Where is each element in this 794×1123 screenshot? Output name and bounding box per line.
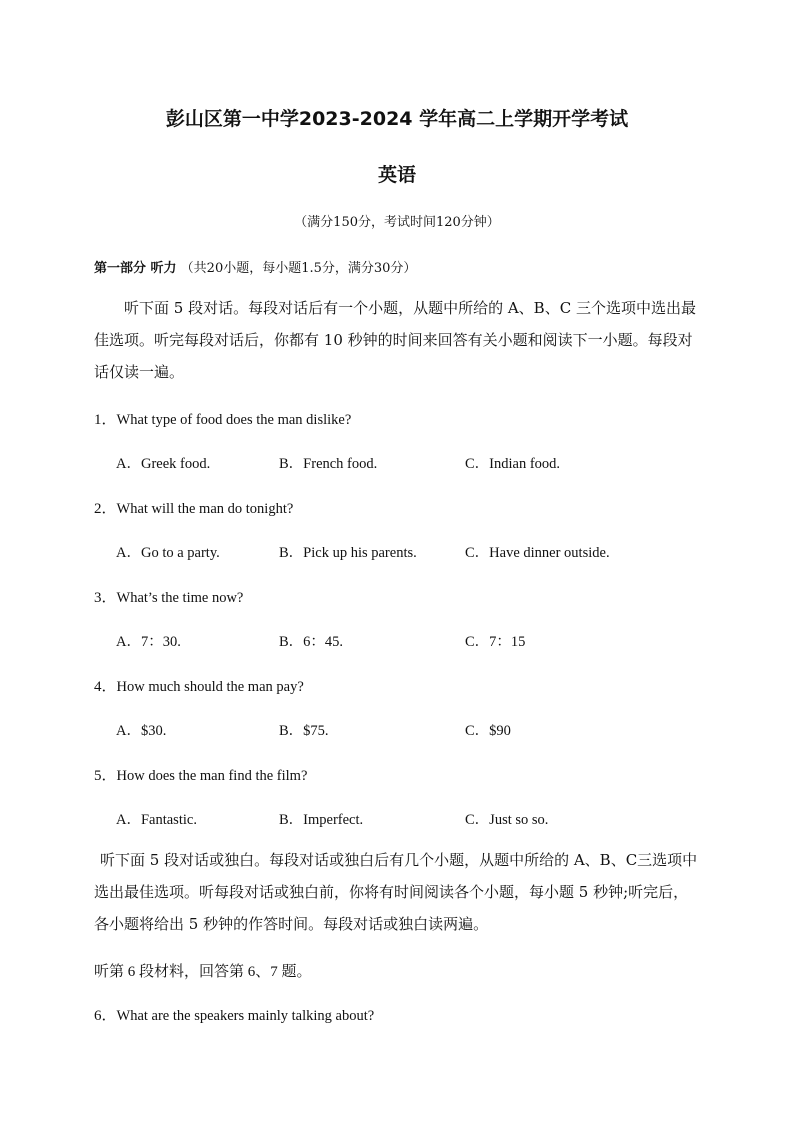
part-one-header	[94, 257, 416, 276]
q5-option-b: B．Imperfect.	[279, 812, 364, 828]
part-one-label: 第一部分 听力	[94, 261, 177, 276]
q1-option-b: B．French food.	[279, 456, 378, 472]
question-text: What will the man do tonight?	[116, 501, 294, 517]
q1-option-c: C．Indian food.	[465, 456, 561, 472]
q5-option-a: A．Fantastic.	[116, 812, 197, 828]
question-number: 1．	[94, 412, 117, 428]
question-text: What’s the time now?	[116, 590, 244, 606]
question-2	[94, 497, 293, 518]
question-number: 2．	[94, 501, 117, 517]
q4-option-b: B．$75.	[279, 723, 329, 739]
question-number: 3．	[94, 590, 117, 606]
question-text: What are the speakers mainly talking about?	[116, 1008, 375, 1024]
q4-option-a: A．$30.	[116, 723, 167, 739]
part-one-note: （共20小题，每小题1.5分，满分30分）	[180, 261, 417, 276]
question-4	[94, 675, 304, 696]
q2-option-b: B．Pick up his parents.	[279, 545, 417, 561]
section-one-instructions: 听下面 5 段对话。每段对话后有一个小题，从题中所给的 A、B、C 三个选项中选出最佳选项。听完每段对话后，你都有 10 秒钟的时间来回答有关小题和阅读下一小题。每段对话仅读一遍。	[94, 299, 696, 381]
material-6-note: 听第 6 段材料，回答第 6、7 题。	[94, 964, 312, 980]
question-1	[94, 408, 351, 429]
q2-option-c: C．Have dinner outside.	[465, 545, 610, 561]
question-text: How much should the man pay?	[116, 679, 304, 695]
q3-option-c: C．7：15	[465, 634, 526, 650]
q2-option-a: A．Go to a party.	[116, 545, 220, 561]
exam-title: 彭山区第一中学2023-2024 学年高二上学期开学考试	[165, 108, 629, 130]
question-number: 6．	[94, 1008, 117, 1024]
section-two-instructions: 听下面 5 段对话或独白。每段对话或独白后有几个小题，从题中所给的 A、B、C三选项中选出最佳选项。听每段对话或独白前，你将有时间阅读各个小题，每小题 5 秒钟;听完后，各小题将给出 5 秒钟的作答时间。每段对话或独白读两遍。	[94, 851, 698, 933]
q4-option-c: C．$90	[465, 723, 511, 739]
question-text: How does the man find the film?	[116, 768, 308, 784]
score-note: （满分150分，考试时间120分钟）	[294, 215, 500, 230]
q3-option-a: A．7：30.	[116, 634, 181, 650]
q5-option-c: C．Just so so.	[465, 812, 549, 828]
question-6	[94, 1004, 374, 1025]
subject-title: 英语	[377, 164, 416, 186]
q3-option-b: B．6：45.	[279, 634, 344, 650]
question-3	[94, 586, 243, 607]
question-text: What type of food does the man dislike?	[116, 412, 352, 428]
q1-option-a: A．Greek food.	[116, 456, 211, 472]
question-number: 5．	[94, 768, 117, 784]
question-number: 4．	[94, 679, 117, 695]
question-5	[94, 764, 307, 785]
